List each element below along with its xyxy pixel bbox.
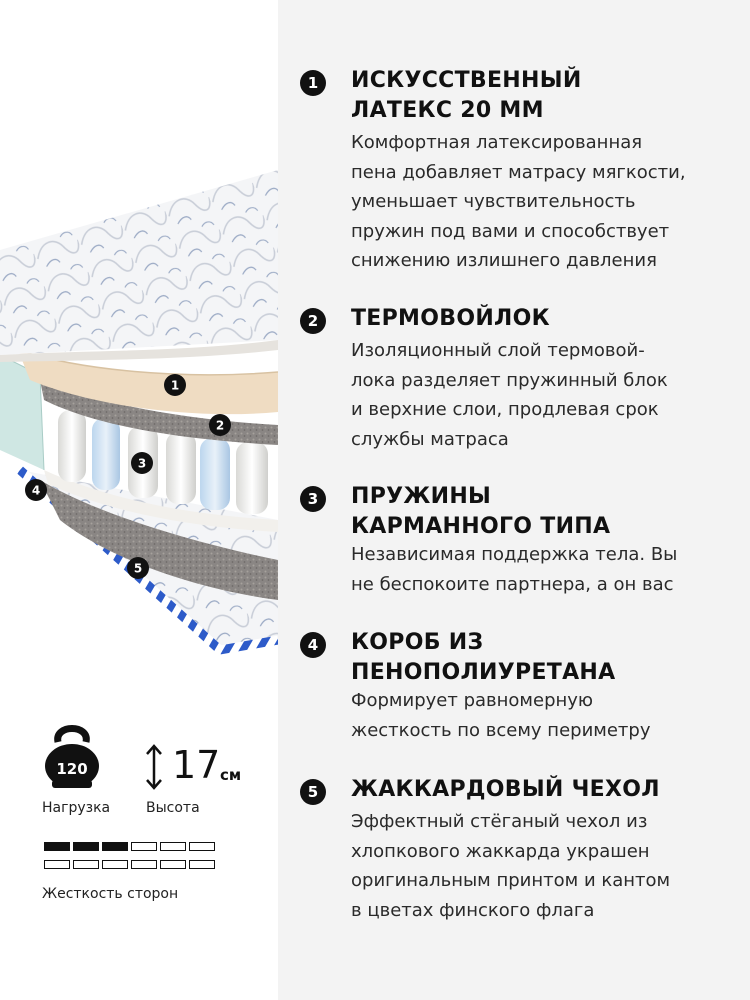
firmness-cell — [131, 860, 157, 869]
feature-title — [351, 66, 750, 126]
feature-desc-line: Эффектный стёганый чехол из — [351, 811, 648, 832]
feature-title-line: ЛАТЕКС 20 ММ — [351, 98, 544, 123]
feature-desc-line: не беспокоите партнера, а он вас — [351, 573, 674, 595]
firmness-scale-side-a — [44, 842, 215, 851]
firmness-cell — [102, 860, 128, 869]
feature-desc-line: пружин под вами и способствует — [351, 220, 670, 242]
feature-number-badge: 5 — [300, 779, 326, 805]
firmness-cell — [189, 860, 215, 869]
feature-title — [351, 482, 750, 542]
diagram-marker-1: 1 — [170, 378, 180, 393]
feature-desc-line: жесткость по всему периметру — [351, 719, 651, 741]
feature-desc-line: Формирует равномерную — [351, 690, 594, 711]
firmness-cell — [44, 860, 70, 869]
feature-title-line: ПЕНОПОЛИУРЕТАНА — [351, 660, 616, 685]
feature-number-badge: 2 — [300, 308, 326, 334]
feature-title-line: КАРМАННОГО ТИПА — [351, 514, 611, 539]
feature-foam-box — [300, 628, 740, 758]
feature-title — [351, 628, 750, 688]
firmness-cell — [189, 842, 215, 851]
diagram-marker-5: 5 — [133, 561, 143, 576]
firmness-cell — [160, 842, 186, 851]
feature-description — [351, 540, 750, 599]
feature-desc-line: и верхние слои, продлевая срок — [351, 399, 659, 420]
diagram-marker-4: 4 — [31, 483, 41, 498]
height-value: 17 — [172, 743, 221, 787]
feature-number-badge: 4 — [300, 632, 326, 658]
height-arrow-icon — [144, 744, 164, 790]
feature-description — [351, 807, 750, 925]
firmness-cell — [73, 842, 99, 851]
feature-title — [351, 775, 750, 805]
firmness-cell — [73, 860, 99, 869]
feature-desc-line: хлопкового жаккарда украшен — [351, 840, 650, 862]
feature-pocket-springs — [300, 482, 740, 612]
firmness-cell — [102, 842, 128, 851]
feature-desc-line: Независимая поддержка тела. Вы — [351, 544, 678, 565]
feature-desc-line: снижению излишнего давления — [351, 250, 657, 271]
feature-number-badge: 3 — [300, 486, 326, 512]
firmness-cell — [131, 842, 157, 851]
firmness-cell — [160, 860, 186, 869]
feature-number-badge: 1 — [300, 70, 326, 96]
height-unit: см — [220, 766, 242, 784]
firmness-scale-side-b — [44, 860, 215, 869]
mattress-cross-section-image — [0, 0, 278, 680]
feature-desc-line: лока разделяет пружинный блок — [351, 369, 668, 391]
mattress-illustration-panel — [0, 0, 278, 1000]
feature-desc-line: службы матраса — [351, 428, 509, 450]
feature-desc-line: оригинальным принтом и кантом — [351, 870, 671, 891]
specs-block — [40, 720, 270, 920]
feature-thermofelt — [300, 304, 740, 464]
feature-description — [351, 336, 750, 454]
feature-desc-line: уменьшает чувствительность — [351, 191, 636, 212]
feature-title-line: ЖАККАРДОВЫЙ ЧЕХОЛ — [351, 777, 660, 802]
feature-desc-line: Комфортная латексированная — [351, 132, 643, 153]
kettlebell-icon — [44, 720, 100, 788]
load-label: Нагрузка — [42, 800, 111, 816]
feature-title-line: ИСКУССТВЕННЫЙ — [351, 68, 582, 93]
feature-desc-line: пена добавляет матрасу мягкости, — [351, 161, 686, 183]
feature-title-line: ТЕРМОВОЙЛОК — [351, 306, 550, 331]
diagram-marker-3: 3 — [137, 456, 147, 471]
feature-title-line: ПРУЖИНЫ — [351, 484, 492, 509]
feature-description — [351, 686, 750, 745]
feature-latex — [300, 66, 740, 276]
feature-title — [351, 304, 750, 334]
feature-description — [351, 128, 750, 276]
feature-title-line: КОРОБ ИЗ — [351, 630, 484, 655]
firmness-label: Жесткость сторон — [42, 886, 179, 902]
height-label: Высота — [146, 800, 200, 816]
load-value: 120 — [56, 760, 88, 778]
feature-jacquard-cover — [300, 775, 740, 935]
feature-desc-line: в цветах финского флага — [351, 899, 595, 921]
firmness-cell — [44, 842, 70, 851]
diagram-marker-2: 2 — [215, 418, 225, 433]
feature-desc-line: Изоляционный слой термовой- — [351, 340, 645, 361]
